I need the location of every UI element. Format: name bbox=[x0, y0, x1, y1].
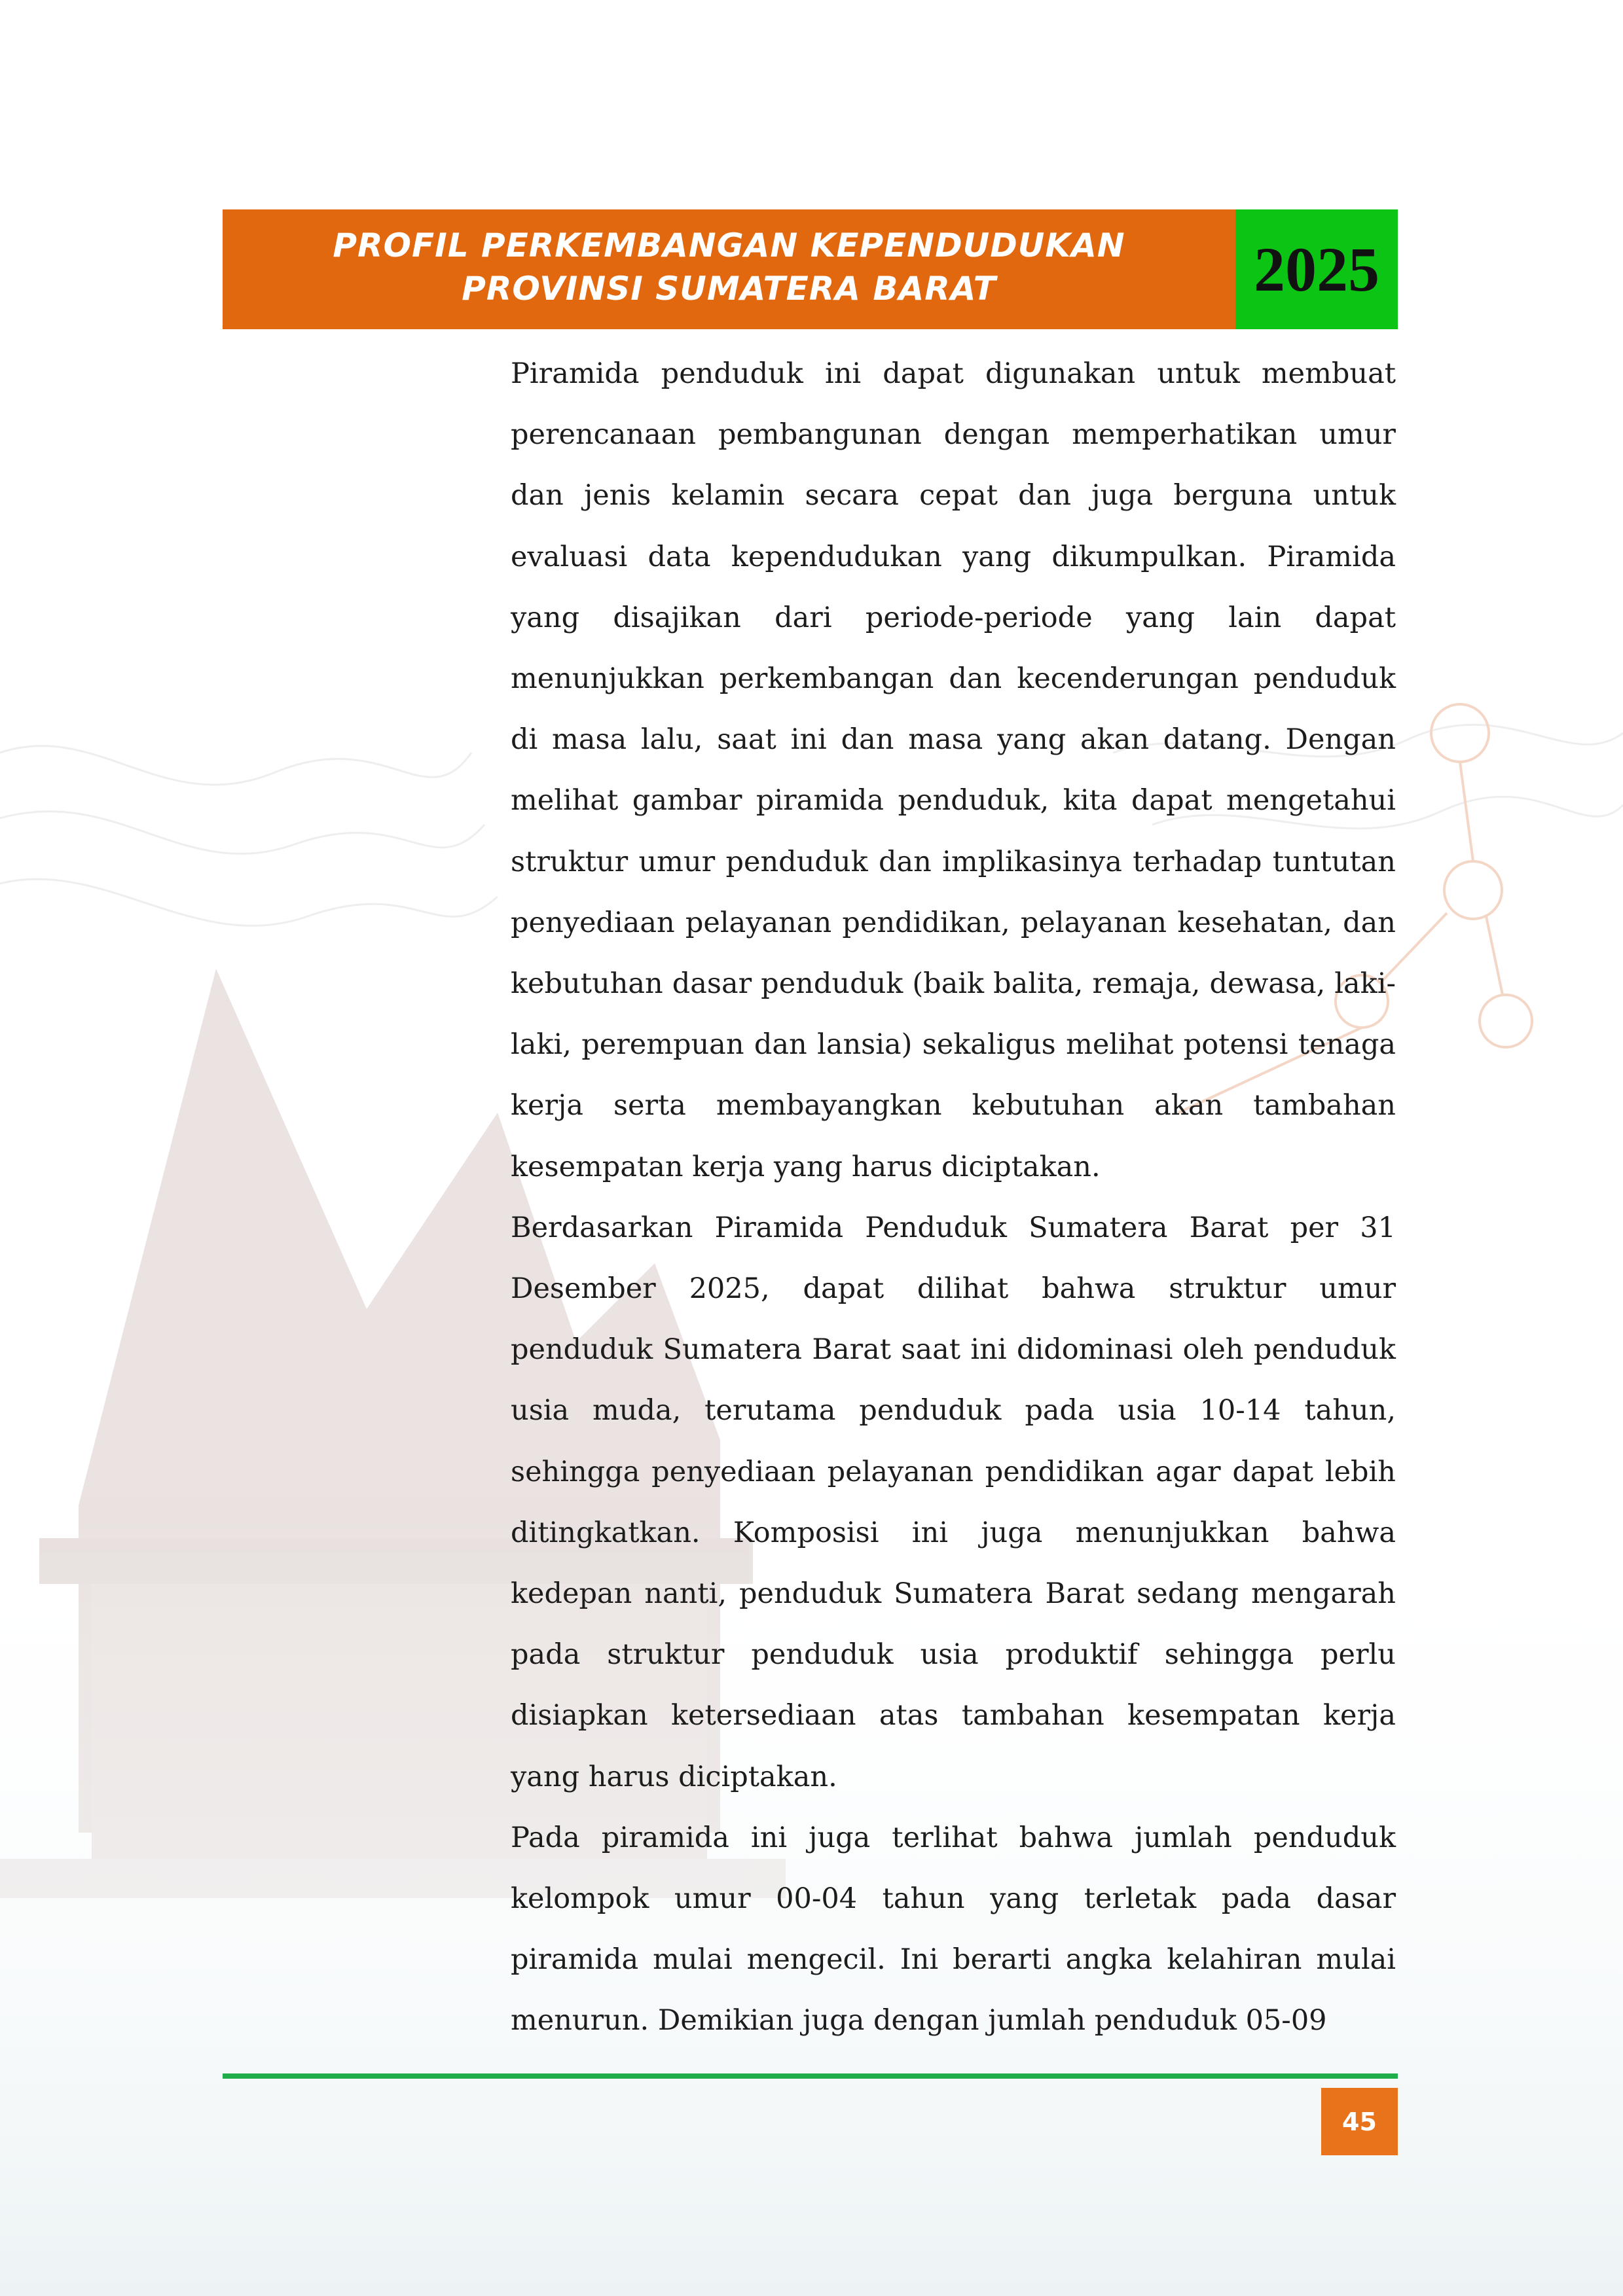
paragraph: Berdasarkan Piramida Penduduk Sumatera Barat per 31 Desember 2025, dapat dilihat bahwa struktur umur penduduk Sumatera Barat saat ini didominasi oleh penduduk usia muda, terutama penduduk pada usia 10-14 tahun, sehingga penyediaan pelayanan pendidikan agar dapat lebih ditingkatkan. Komposisi ini juga menunjukkan bahwa kedepan nanti, penduduk Sumatera Barat sedang mengarah pada struktur penduduk usia produktif sehingga perlu disiapkan ketersediaan atas tambahan kesempatan kerja yang harus diciptakan. bbox=[511, 1211, 1396, 1793]
header-title-line2: PROVINSI SUMATERA BARAT bbox=[462, 270, 996, 308]
footer-rule bbox=[223, 2073, 1398, 2079]
header-title bbox=[223, 224, 1235, 310]
page-number-badge bbox=[1321, 2088, 1398, 2155]
header-title-line1: PROFIL PERKEMBANGAN KEPENDUDUKAN bbox=[333, 226, 1125, 264]
body-text bbox=[511, 344, 1396, 2052]
header-year-block bbox=[1235, 209, 1398, 329]
header-year: 2025 bbox=[1254, 234, 1379, 304]
page-number: 45 bbox=[1342, 2107, 1377, 2136]
header-bar bbox=[223, 209, 1398, 329]
header-title-block bbox=[223, 209, 1235, 329]
paragraph: Piramida penduduk ini dapat digunakan untuk membuat perencanaan pembangunan dengan memperhatikan umur dan jenis kelamin secara cepat dan juga berguna untuk evaluasi data kependudukan yang dikumpulkan. Piramida yang disajikan dari periode-periode yang lain dapat menunjukkan perkembangan dan kecenderungan penduduk di masa lalu, saat ini dan masa yang akan datang. Dengan melihat gambar piramida penduduk, kita dapat mengetahui struktur umur penduduk dan implikasinya terhadap tuntutan penyediaan pelayanan pendidikan, pelayanan kesehatan, dan kebutuhan dasar penduduk (baik balita, remaja, dewasa, laki-laki, perempuan dan lansia) sekaligus melihat potensi tenaga kerja serta membayangkan kebutuhan akan tambahan kesempatan kerja yang harus diciptakan. bbox=[511, 357, 1396, 1183]
paragraph: Pada piramida ini juga terlihat bahwa jumlah penduduk kelompok umur 00-04 tahun yang terletak pada dasar piramida mulai mengecil. Ini berarti angka kelahiran mulai menurun. Demikian juga dengan jumlah penduduk 05-09 bbox=[511, 1821, 1396, 2037]
